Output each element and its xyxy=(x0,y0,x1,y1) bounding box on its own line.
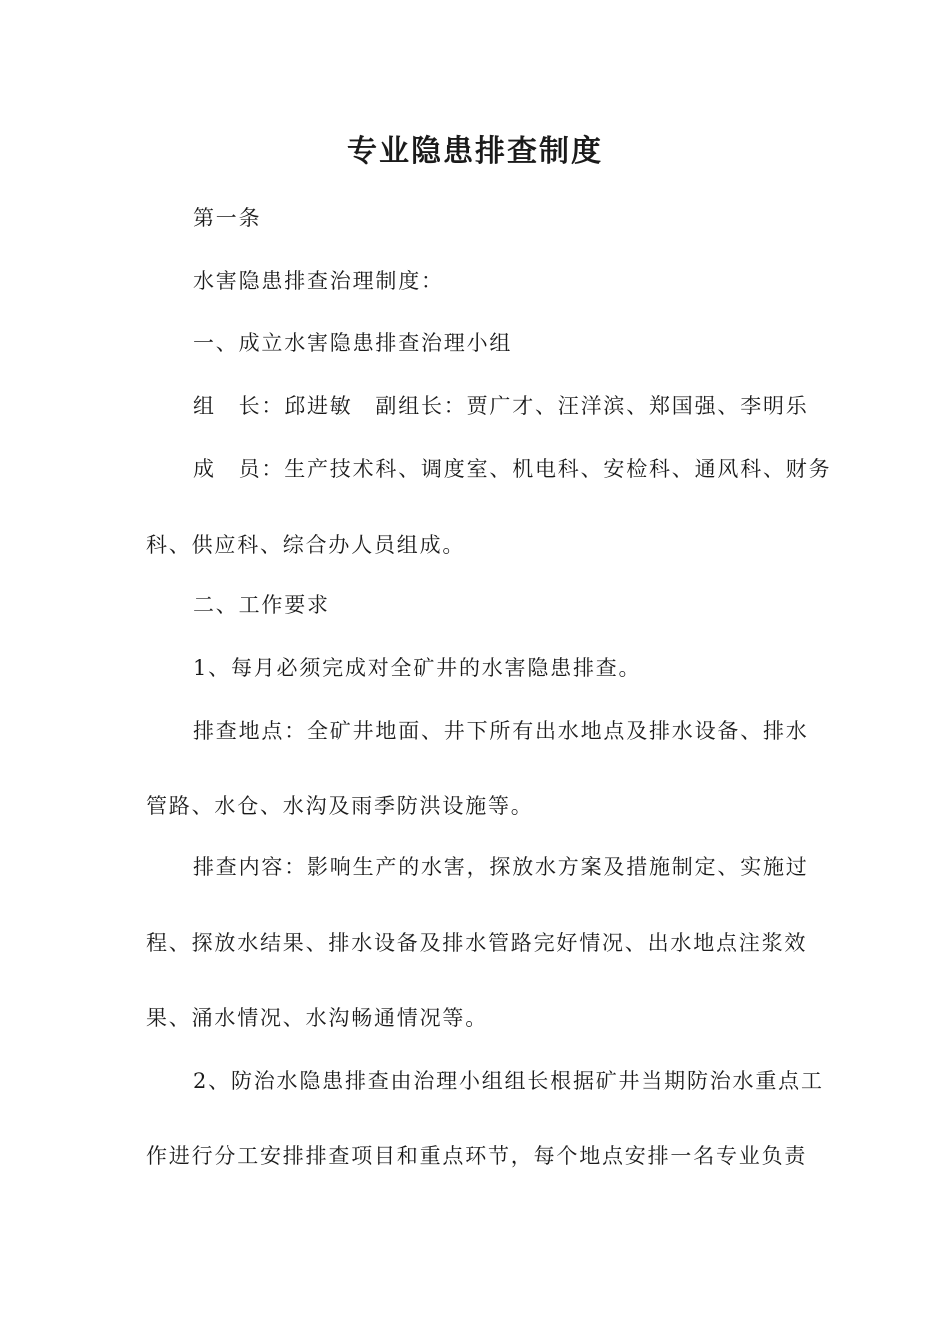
inspection-content-line-continued: 果、涌水情况、水沟畅通情况等。 xyxy=(146,1006,488,1030)
document-title: 专业隐患排查制度 xyxy=(347,134,603,169)
requirement-item-continued: 作进行分工安排排查项目和重点环节，每个地点安排一名专业负责 xyxy=(146,1144,808,1168)
inspection-content-line-continued: 程、探放水结果、排水设备及排水管路完好情况、出水地点注浆效 xyxy=(146,931,808,955)
requirement-item: 1、每月必须完成对全矿井的水害隐患排查。 xyxy=(193,656,642,680)
team-members-line: 成 员：生产技术科、调度室、机电科、安检科、通风科、财务 xyxy=(193,457,832,481)
team-members-line-continued: 科、供应科、综合办人员组成。 xyxy=(146,533,466,557)
team-leaders-line: 组 长：邱进敏 副组长：贾广才、汪洋滨、郑国强、李明乐 xyxy=(193,394,809,418)
subsection-heading: 一、成立水害隐患排查治理小组 xyxy=(193,331,513,355)
inspection-content-line: 排查内容：影响生产的水害，探放水方案及措施制定、实施过 xyxy=(193,855,809,879)
inspection-locations-line: 排查地点：全矿井地面、井下所有出水地点及排水设备、排水 xyxy=(193,719,809,743)
subsection-heading: 二、工作要求 xyxy=(193,593,330,617)
requirement-item: 2、防治水隐患排查由治理小组组长根据矿井当期防治水重点工 xyxy=(193,1069,824,1093)
article-heading: 第一条 xyxy=(193,206,262,230)
section-heading: 水害隐患排查治理制度： xyxy=(193,269,444,293)
inspection-locations-line-continued: 管路、水仓、水沟及雨季防洪设施等。 xyxy=(146,794,534,818)
